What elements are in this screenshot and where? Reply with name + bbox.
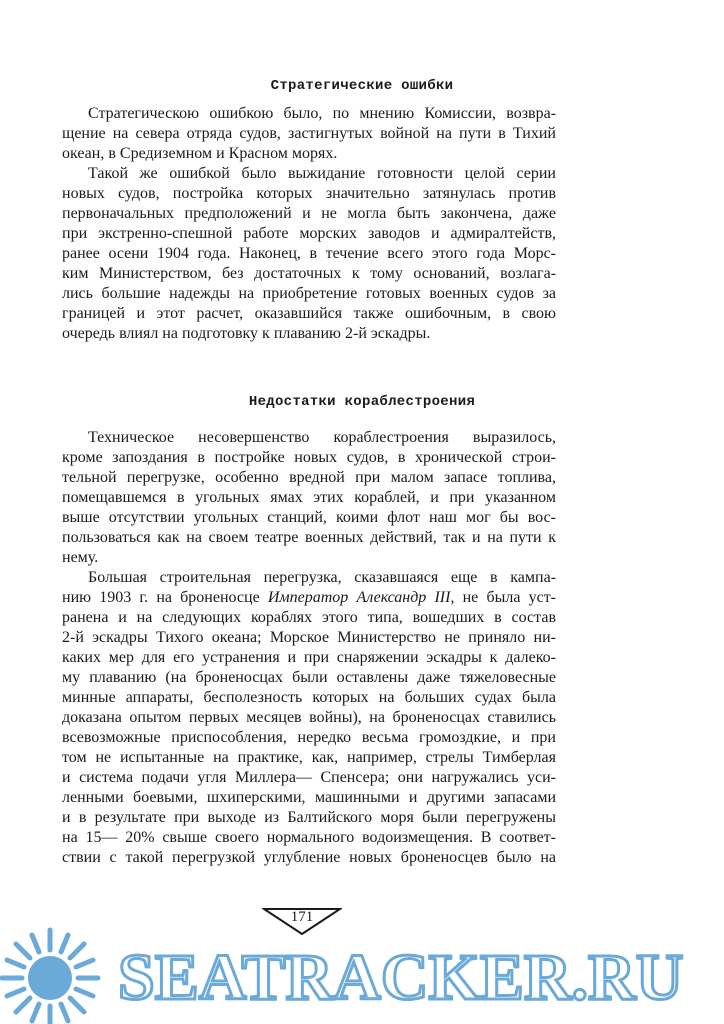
section-title-strategic-errors: Стратегические ошибки	[270, 78, 454, 94]
text-line: ленными боевыми, шхиперскими, машинными и другими запасами	[62, 789, 556, 806]
text-line: том не испытанные на практике, как, например, стрелы Тимберлая	[62, 749, 556, 766]
section-strategic-errors-text	[62, 104, 556, 344]
text-line: выше отсутствии угольных станций, коими флот наш мог бы вос-	[62, 509, 556, 526]
sun-icon	[2, 930, 98, 1024]
text-line: ким Министерством, без достаточных к тому оснований, возлага-	[62, 265, 556, 282]
ship-name: Император Александр III	[267, 589, 451, 606]
text-line: Стратегическою ошибкою было, по мнению Комиссии, возвра-	[88, 105, 556, 122]
text-line: кроме запоздания в постройке новых судов, в хронической строи-	[62, 449, 556, 466]
text-line: доказана опытом первых месяцев войны), на броненосцах ставились	[62, 709, 556, 726]
text-line: при экстренно-спешной работе морских заводов и адмиралтейств,	[62, 225, 556, 242]
text-line: нему.	[62, 549, 99, 566]
text-line: на 15— 20% свыше своего нормального водоизмещения. В соответ-	[62, 829, 556, 846]
text-line: лись большие надежды на приобретение готовых военных судов за	[62, 285, 556, 302]
text-fragment: нию 1903 г. на броненосце	[62, 589, 268, 606]
text-line: пользоваться как на своем театре военных действий, так и на пути к	[62, 529, 556, 546]
text-line: океан, в Средиземном и Красном морях.	[62, 145, 338, 162]
section-shipbuilding-flaws-text	[62, 428, 556, 868]
watermark-text: SEATRACKER.RU	[118, 941, 684, 1014]
text-line: и в результате при выходе из Балтийского моря были перегружены	[62, 809, 556, 826]
section-title-shipbuilding-flaws: Недостатки кораблестроения	[248, 394, 476, 410]
text-line: и система подачи угля Миллера— Спенсера; они нагружались уси-	[62, 769, 556, 786]
text-line: минные аппараты, бесполезность которых на больших судах была	[62, 689, 556, 706]
text-line: ранена и на следующих кораблях этого типа, вошедших в состав	[62, 609, 556, 626]
text-line: ствии с такой перегрузкой углубление новых броненосцев было на	[62, 849, 556, 866]
text-line: ранее осени 1904 года. Наконец, в течение всего этого года Морс-	[62, 245, 556, 262]
text-line: щение на севера отряда судов, застигнутых войной на пути в Тихий	[62, 125, 556, 142]
page-number: 171	[290, 909, 314, 925]
text-line: тельной перегрузке, особенно вредной при малом запасе топлива,	[62, 469, 556, 486]
text-line	[62, 588, 556, 608]
text-line: границей и этот расчет, оказавшийся также ошибочным, в свою	[62, 305, 556, 322]
text-line: помещавшемся в угольных ямах этих кораблей, и при указанном	[62, 489, 556, 506]
text-line: Такой же ошибкой было выжидание готовности целой серии	[88, 165, 556, 182]
text-line: 2-й эскадры Тихого океана; Морское Министерство не приняло ни-	[62, 629, 556, 646]
text-line: му плаванию (на броненосцах были оставлены даже тяжеловесные	[62, 669, 556, 686]
text-line: новых судов, постройка которых значительно затянулась против	[62, 185, 556, 202]
text-line: Большая строительная перегрузка, сказавшаяся еще в кампа-	[88, 569, 556, 586]
text-line: первоначальных предположений и не могла быть закончена, даже	[62, 205, 556, 222]
text-line: Техническое несовершенство кораблестроения выразилось,	[88, 429, 556, 446]
text-line: всевозможные приспособления, нередко весьма громоздкие, и при	[62, 729, 556, 746]
text-line: каких мер для его устранения и при снаряжении эскадры к далеко-	[62, 649, 556, 666]
text-fragment: , не была уст-	[450, 589, 557, 606]
text-line: очередь влиял на подготовку к плаванию 2-й эскадры.	[62, 325, 431, 342]
